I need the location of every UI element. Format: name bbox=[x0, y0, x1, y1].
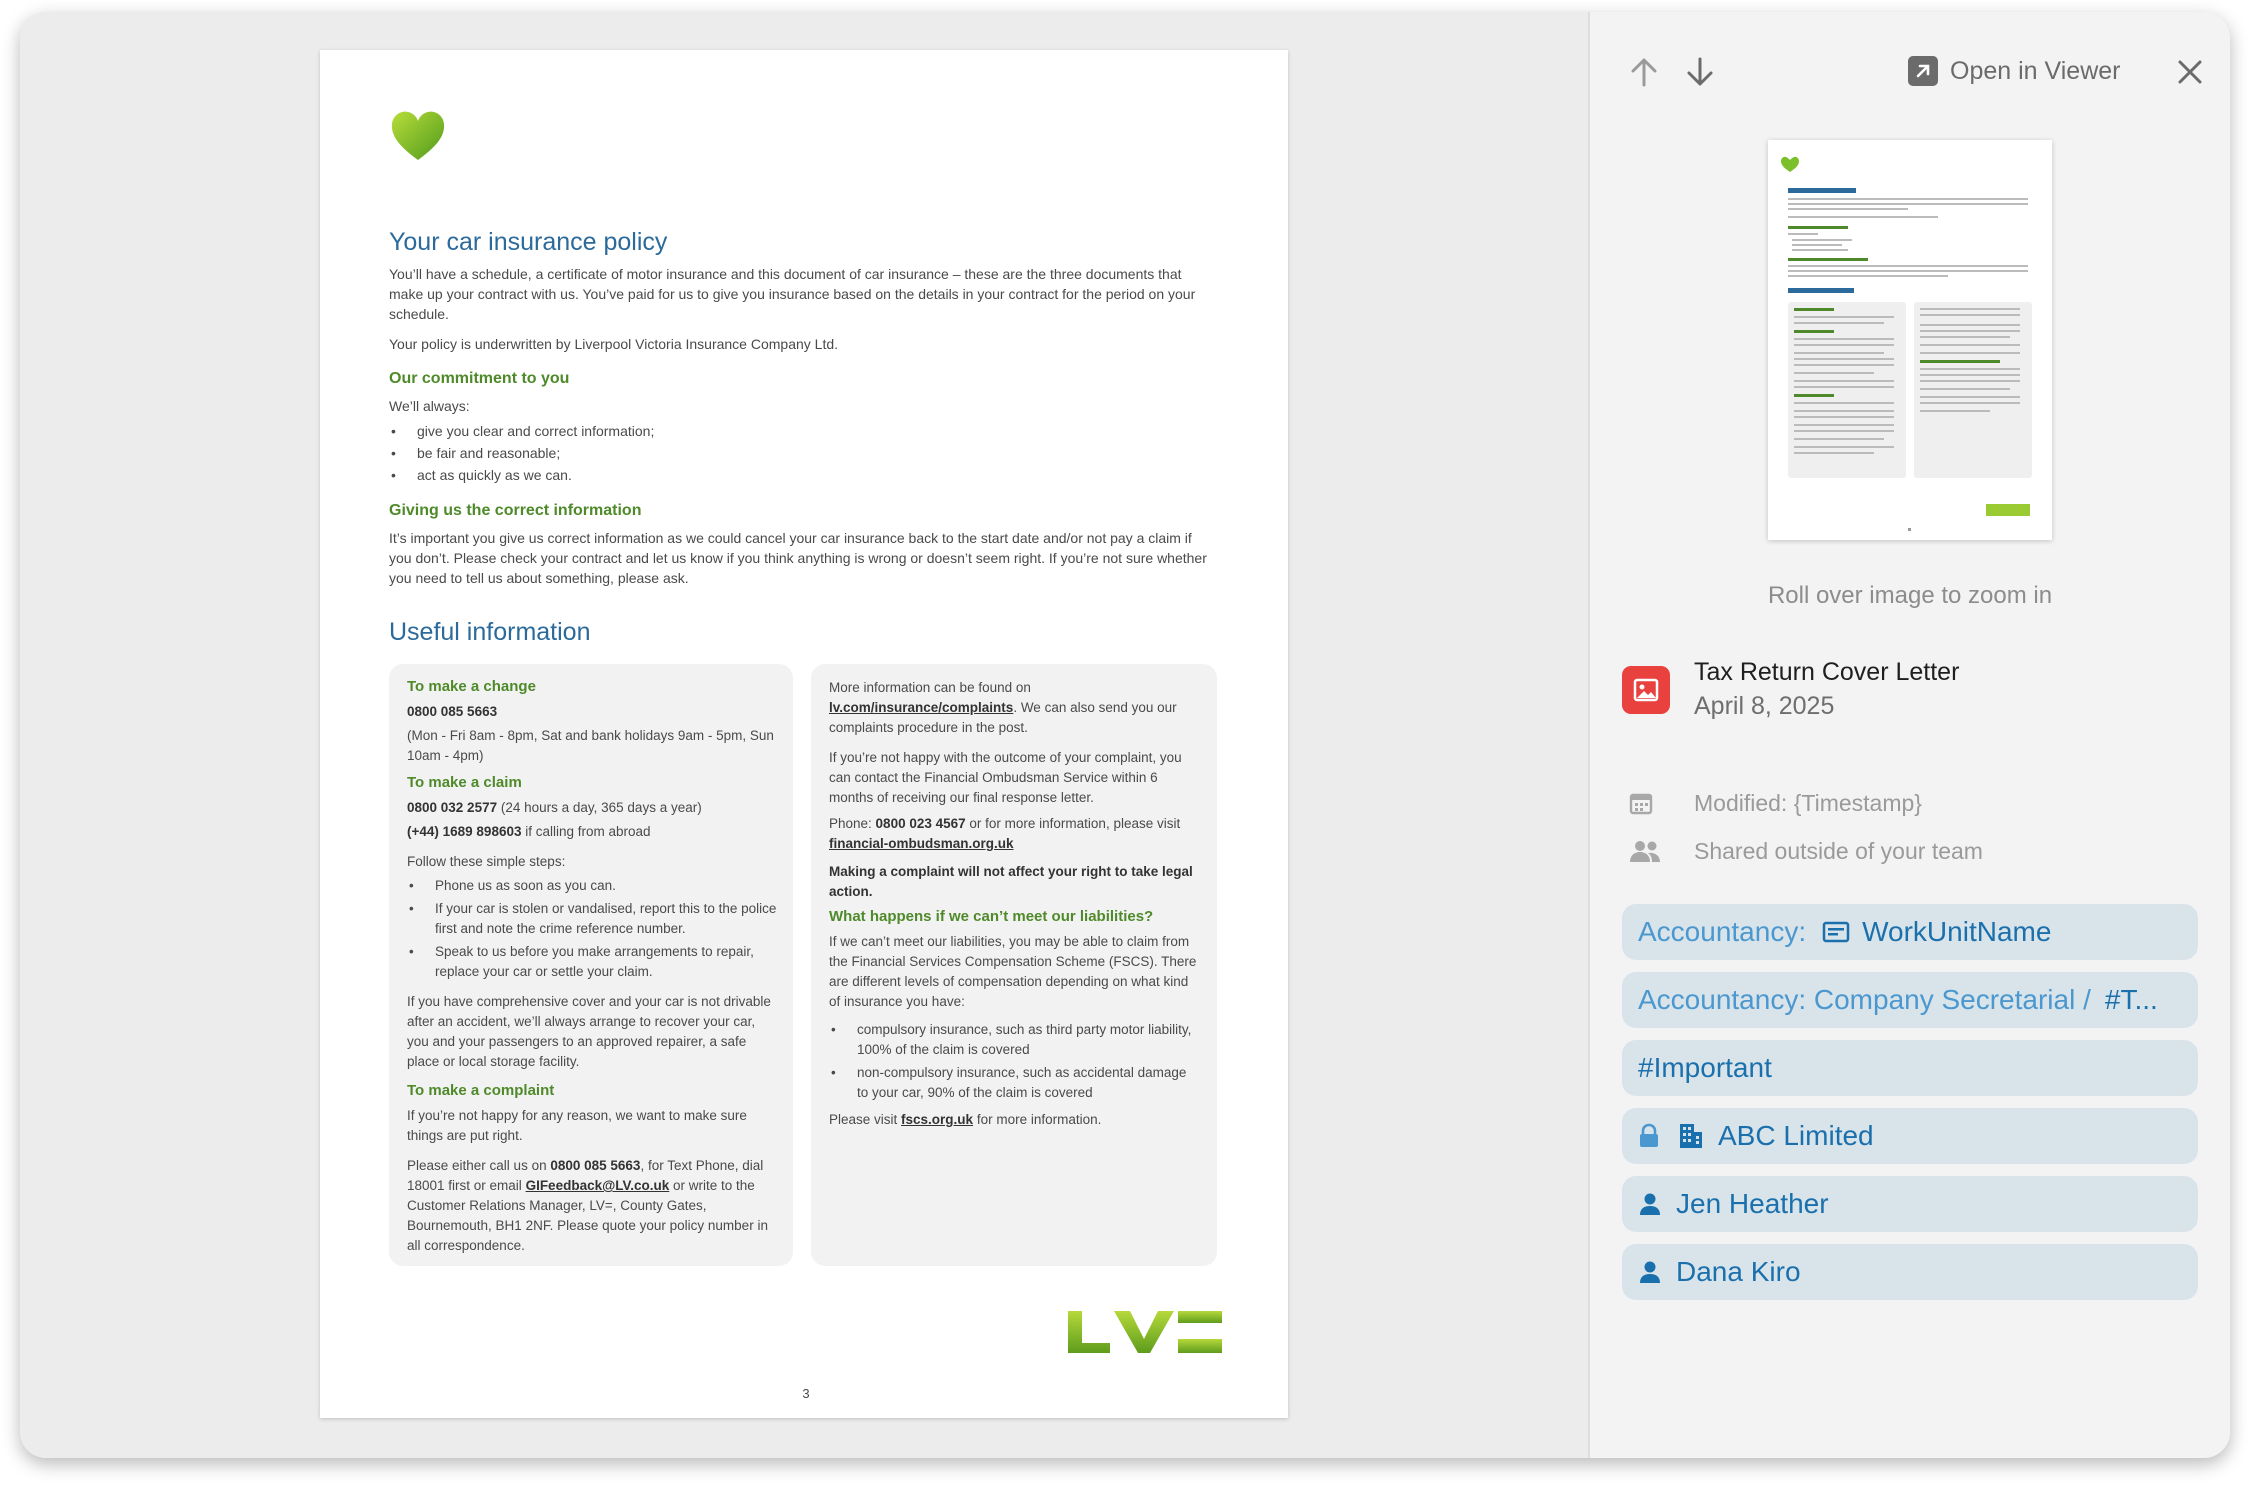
claim-heading: To make a claim bbox=[407, 774, 522, 791]
tag-value: #T... bbox=[2104, 984, 2158, 1015]
tag-value: WorkUnitName bbox=[1862, 916, 2052, 947]
more-info-text: More information can be found on lv.com/insurance/complaints. We can also send you our complaints procedure in the post. bbox=[829, 680, 1177, 735]
steps-lead: Follow these simple steps: bbox=[407, 854, 566, 869]
thumbnail-image bbox=[1768, 140, 2052, 540]
intro-paragraph: You’ll have a schedule, a certificate of motor insurance and this document of car insurance – these are the three documents that make up your contract with us. You’ve paid for us to give you insurance based on the details in your contract for the period on your schedule. bbox=[389, 266, 1196, 322]
card-icon bbox=[1822, 920, 1850, 944]
liabilities-text: If we can’t meet our liabilities, you may be able to claim from the Financial Services Compensation Scheme (FSCS). There are different levels of compensation depending on what kind of insurance you have: bbox=[829, 934, 1197, 1009]
document-page bbox=[320, 50, 1288, 1418]
list-item: • non-compulsory insurance, such as accidental damage to your car, 90% of the claim is covered bbox=[829, 1063, 1201, 1103]
shared-text: Shared outside of your team bbox=[1694, 838, 1983, 864]
tag-workunit[interactable] bbox=[1622, 904, 2198, 960]
change-hours: (Mon - Fri 8am - 8pm, Sat and bank holidays 9am - 5pm, Sun 10am - 4pm) bbox=[407, 728, 774, 763]
building-icon bbox=[1678, 1122, 1704, 1150]
ombudsman-link[interactable]: financial-ombudsman.org.uk bbox=[829, 836, 1014, 851]
file-name: Tax Return Cover Letter bbox=[1694, 658, 1960, 686]
change-phone: 0800 085 5663 bbox=[407, 704, 498, 719]
fscs-link[interactable]: fscs.org.uk bbox=[901, 1112, 974, 1127]
zoom-hint: Roll over image to zoom in bbox=[1767, 582, 2053, 609]
tag-client[interactable] bbox=[1622, 1108, 2198, 1164]
open-in-viewer-button[interactable] bbox=[1908, 56, 2120, 86]
details-sidebar bbox=[1588, 12, 2230, 1458]
next-arrow-icon[interactable] bbox=[1682, 54, 1718, 90]
lock-icon bbox=[1638, 1123, 1660, 1149]
modified-text: Modified: {Timestamp} bbox=[1694, 790, 1922, 816]
claim-abroad-line: (+44) 1689 898603 if calling from abroad bbox=[407, 824, 651, 839]
email-link[interactable]: GIFeedback@LV.co.uk bbox=[525, 1178, 670, 1193]
useful-info-heading: Useful information bbox=[389, 618, 591, 646]
list-item: • act as quickly as we can. bbox=[389, 464, 654, 486]
commitment-lead: We’ll always: bbox=[389, 398, 470, 414]
liabilities-heading: What happens if we can’t meet our liabilities? bbox=[829, 908, 1154, 925]
tag-value: ABC Limited bbox=[1718, 1120, 1874, 1151]
tag-value: #Important bbox=[1638, 1052, 1772, 1083]
rights-text: Making a complaint will not affect your right to take legal action. bbox=[829, 864, 1193, 899]
page-number: 3 bbox=[802, 1386, 810, 1401]
tag-value: Jen Heather bbox=[1676, 1188, 1829, 1219]
lv-logo bbox=[1066, 1309, 1224, 1355]
tag-person[interactable] bbox=[1622, 1244, 2198, 1300]
complaints-link[interactable]: lv.com/insurance/complaints bbox=[829, 700, 1014, 715]
tag-label: Accountancy: bbox=[1638, 916, 1807, 947]
phone-text: Phone: 0800 023 4567 or for more information, please visit financial-ombudsman.org.uk bbox=[829, 816, 1181, 851]
close-icon[interactable] bbox=[2172, 54, 2208, 90]
tag-value: Dana Kiro bbox=[1676, 1256, 1801, 1287]
person-icon bbox=[1638, 1259, 1662, 1285]
list-item: • compulsory insurance, such as third party motor liability, 100% of the claim is covered bbox=[829, 1020, 1201, 1060]
list-item: • Phone us as soon as you can. bbox=[407, 876, 779, 896]
document-pane bbox=[20, 12, 1588, 1458]
list-item: • If your car is stolen or vandalised, report this to the police first and note the crime reference number. bbox=[407, 899, 779, 939]
list-item: • be fair and reasonable; bbox=[389, 442, 654, 464]
info-box-left bbox=[389, 664, 793, 1266]
complaint-heading: To make a complaint bbox=[407, 1082, 555, 1099]
document-thumbnail[interactable] bbox=[1768, 140, 2052, 540]
people-icon bbox=[1628, 838, 1662, 864]
tag-person[interactable] bbox=[1622, 1176, 2198, 1232]
open-external-icon bbox=[1908, 56, 1938, 86]
ombudsman-text: If you’re not happy with the outcome of your complaint, you can contact the Financial Ombudsman Service within 6 months of receiving our final response letter. bbox=[829, 750, 1182, 805]
correct-info-text: It’s important you give us correct information as we could cancel your car insurance back to the start date and/or not pay a claim if you don’t. Please check your contract and let us know if you think anything is wrong or doesn’t seem right. If you’re not sure whether you need to tell us about something, please ask. bbox=[389, 530, 1207, 586]
liabilities-list bbox=[829, 1020, 1201, 1106]
correct-info-heading: Giving us the correct information bbox=[389, 502, 642, 519]
tag-label: Accountancy: Company Secretarial / bbox=[1638, 984, 2091, 1015]
open-in-viewer-label: Open in Viewer bbox=[1950, 56, 2121, 85]
image-file-icon bbox=[1622, 666, 1670, 714]
preview-modal bbox=[20, 12, 2230, 1458]
person-icon bbox=[1638, 1191, 1662, 1217]
change-heading: To make a change bbox=[407, 678, 536, 695]
calendar-icon bbox=[1628, 790, 1654, 816]
info-box-right bbox=[811, 664, 1217, 1266]
comprehensive-text: If you have comprehensive cover and your car is not drivable after an accident, we’ll always arrange to recover your car, you and your passengers to an approved repairer, a safe place or local storage facility. bbox=[407, 994, 771, 1069]
complaint-text: If you’re not happy for any reason, we want to make sure things are put right. bbox=[407, 1108, 747, 1143]
commitment-heading: Our commitment to you bbox=[389, 370, 570, 387]
claim-phone-line: 0800 032 2577 (24 hours a day, 365 days a year) bbox=[407, 800, 702, 815]
tag-important[interactable] bbox=[1622, 1040, 2198, 1096]
list-item: • give you clear and correct information; bbox=[389, 420, 654, 442]
steps-list bbox=[407, 876, 779, 985]
file-date: April 8, 2025 bbox=[1694, 692, 1835, 720]
underwritten-text: Your policy is underwritten by Liverpool Victoria Insurance Company Ltd. bbox=[389, 336, 839, 352]
commitment-list bbox=[389, 420, 654, 486]
previous-arrow-icon[interactable] bbox=[1626, 54, 1662, 90]
complaint-contact: Please either call us on 0800 085 5663, for Text Phone, dial 18001 first or email GIFeedback@LV.co.uk or write to the Customer Relations Manager, LV=, County Gates, Bournemouth, BH1 2NF. Please quote your policy number in all correspondence. bbox=[407, 1158, 768, 1253]
heart-logo-icon bbox=[389, 106, 447, 164]
tag-company-secretarial[interactable] bbox=[1622, 972, 2198, 1028]
list-item: • Speak to us before you make arrangements to repair, replace your car or settle your claim. bbox=[407, 942, 779, 982]
document-title: Your car insurance policy bbox=[389, 228, 668, 256]
fscs-text: Please visit fscs.org.uk for more information. bbox=[829, 1112, 1102, 1127]
